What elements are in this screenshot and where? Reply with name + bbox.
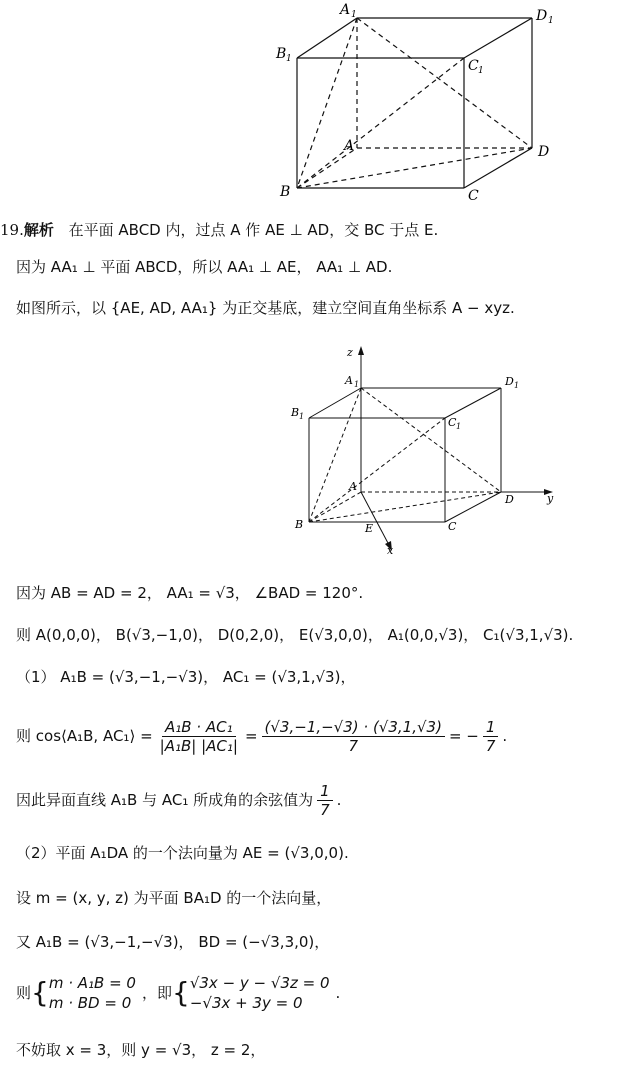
svg-text:D: D (505, 375, 514, 388)
line-8: 因此异面直线 A₁B 与 AC₁ 所成角的余弦值为 $\frac{1}{7}$ . (16, 781, 342, 819)
line-4: 因为 AB = AD = 2， AA₁ = √3， ∠BAD = 120°. (16, 584, 364, 602)
svg-text:A: A (345, 374, 353, 387)
line-6: （1） A₁B = (√3,−1,−√3)， AC₁ = (√3,1,√3)， (16, 668, 356, 686)
label-C: C (468, 188, 479, 204)
line-9: （2）平面 A₁DA 的一个法向量为 AE = (√3,0,0). (16, 844, 349, 862)
line-10: 设 m = (x, y, z) 为平面 BA₁D 的一个法向量， (16, 889, 332, 907)
svg-text:C: C (448, 416, 457, 429)
label-D: D (538, 144, 550, 160)
label-A: A (344, 138, 355, 154)
svg-text:1: 1 (354, 380, 360, 389)
svg-text:1: 1 (351, 10, 357, 20)
line-12: 则 { m · A₁B = 0 m · BD = 0 ，即 { √3x − y − √3z = 0 −√3x + 3y = 0 . (16, 974, 341, 1012)
label-B: B (280, 184, 291, 200)
label-C1: C (468, 58, 479, 74)
svg-text:1: 1 (456, 422, 462, 431)
axis-y: y (547, 492, 554, 505)
label-A1: A (340, 2, 351, 18)
svg-text:1: 1 (286, 54, 292, 64)
label-D1: D (536, 8, 548, 24)
svg-text:1: 1 (299, 412, 305, 421)
svg-text:E: E (365, 522, 374, 535)
line-11: 又 A₁B = (√3,−1,−√3)， BD = (−√3,3,0)， (16, 933, 330, 951)
line-13: 不妨取 x = 3，则 y = √3， z = 2， (16, 1041, 266, 1059)
line-2: 因为 AA₁ ⊥ 平面 ABCD，所以 AA₁ ⊥ AE， AA₁ ⊥ AD. (16, 258, 393, 276)
svg-text:A: A (349, 480, 357, 493)
line-5: 则 A(0,0,0)， B(√3,−1,0)， D(0,2,0)， E(√3,0,0)， A₁(0,0,√3)， C₁(√3,1,√3). (16, 626, 574, 644)
line-3: 如图所示，以 {AE, AD, AA₁} 为正交基底，建立空间直角坐标系 A − xyz. (16, 299, 515, 317)
figure-cuboid-axes (285, 340, 560, 560)
axis-z: z (347, 346, 353, 359)
svg-text:B: B (291, 406, 300, 419)
line-7: 则 cos⟨A₁B, AC₁⟩ = $\frac{\text{A₁B · AC₁}}{\text{|A₁B| |AC₁|}}$ = $\frac{(√3,-1,-√3) \cdot (√3,1,√3)}{7}$ = − $\frac{1}{7}$ . (16, 717, 508, 755)
axis-x: x (387, 544, 394, 557)
line-1: 19.解析 在平面 ABCD 内，过点 A 作 AE ⊥ AD，交 BC 于点 E. (0, 221, 439, 239)
label-B1: B (276, 46, 287, 62)
svg-text:B: B (295, 518, 304, 531)
svg-text:D: D (505, 493, 514, 506)
figure-cuboid-1 (270, 0, 570, 205)
svg-text:1: 1 (514, 381, 520, 390)
svg-text:1: 1 (478, 66, 484, 76)
svg-text:1: 1 (548, 16, 554, 26)
svg-text:C: C (448, 520, 457, 533)
